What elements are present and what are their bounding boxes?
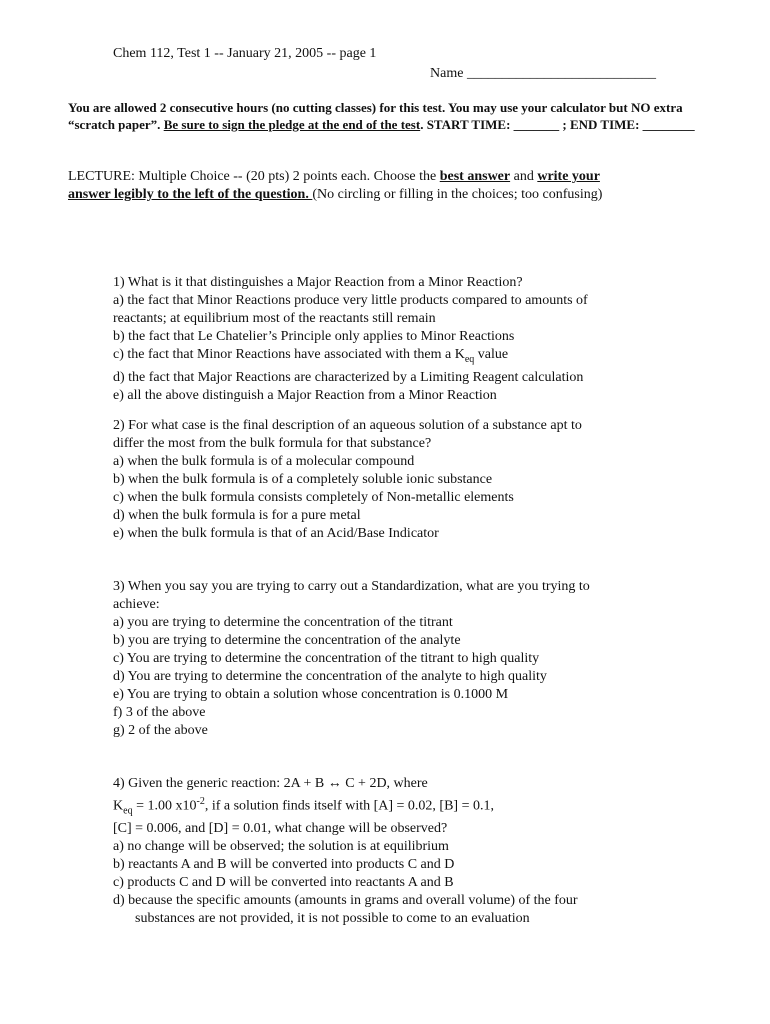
page-title: Chem 112, Test 1 -- January 21, 2005 -- page 1 <box>113 46 377 61</box>
question-3-choice-g: g) 2 of the above <box>113 723 208 738</box>
question-1 <box>113 274 673 405</box>
question-1-stem: 1) What is it that distinguishes a Major Reaction from a Minor Reaction? <box>113 275 523 290</box>
question-4-choice-c: c) products C and D will be converted into reactants A and B <box>113 875 454 891</box>
question-1-choice-c-tail: value <box>474 347 509 362</box>
question-3-choice-c: c) You are trying to determine the concentration of the titrant to high quality <box>113 651 540 666</box>
question-3 <box>113 578 673 740</box>
question-3-choice-b: b) you are trying to determine the concentration of the analyte <box>113 633 461 648</box>
question-3-stem: 3) When you say you are trying to carry out a Standardization, what are you trying to <box>113 579 590 594</box>
question-1-choice-a: a) the fact that Minor Reactions produce very little products compared to amounts of <box>113 293 588 308</box>
best-answer-emphasis: best answer <box>439 169 511 184</box>
keq-value: = 1.00 x10 <box>132 798 197 814</box>
lecture-note: (No circling or filling in the choices; too confusing) <box>312 187 603 202</box>
answer-legibly-emphasis: answer legibly to the left of the question. <box>68 187 313 202</box>
question-3-choice-d: d) You are trying to determine the concentration of the analyte to high quality <box>113 669 547 684</box>
question-4-choice-d: d) because the specific amounts (amounts in grams and overall volume) of the four <box>113 893 578 909</box>
lecture-heading <box>68 168 602 204</box>
question-3-choice-e: e) You are trying to obtain a solution whose concentration is 0.1000 M <box>113 687 509 702</box>
lecture-and: and <box>510 169 538 184</box>
lecture-intro: LECTURE: Multiple Choice -- (20 pts) 2 points each. Choose the <box>68 169 440 184</box>
question-4 <box>113 775 673 928</box>
write-your-emphasis: write your <box>537 169 600 184</box>
question-2-stem: 2) For what case is the final description of an aqueous solution of a substance apt to <box>113 418 582 433</box>
question-1-choice-c <box>113 346 673 369</box>
question-1-choice-d: d) the fact that Major Reactions are characterized by a Limiting Reagent calculation <box>113 369 584 385</box>
keq-subscript-4: eq <box>123 805 133 817</box>
keq-exponent: -2 <box>196 796 205 807</box>
keq-symbol: K <box>113 798 124 814</box>
name-label: Name <box>430 66 467 81</box>
question-2-choice-e: e) when the bulk formula is that of an Acid/Base Indicator <box>113 526 439 541</box>
lecture-line-2 <box>68 186 602 204</box>
instructions-line-2 <box>68 117 695 133</box>
question-3-choice-f: f) 3 of the above <box>113 705 206 720</box>
question-4-stem-keq <box>113 793 673 820</box>
instructions-scratch-paper: “scratch paper”. <box>68 117 164 132</box>
lecture-line-1 <box>68 168 602 186</box>
question-2-choice-c: c) when the bulk formula consists completely of Non-metallic elements <box>113 490 514 505</box>
instructions-times: . START TIME: _______ ; END TIME: ________ <box>420 117 695 132</box>
name-line[interactable] <box>430 66 656 82</box>
question-1-choice-a-cont: reactants; at equilibrium most of the reactants still remain <box>113 311 436 326</box>
keq-subscript: eq <box>464 353 475 365</box>
name-blank[interactable]: ___________________________ <box>466 66 656 81</box>
question-2-choice-b: b) when the bulk formula is of a completely soluble ionic substance <box>113 472 493 487</box>
question-4-stem-cont: [C] = 0.006, and [D] = 0.01, what change will be observed? <box>113 821 448 837</box>
question-4-choice-d-cont: substances are not provided, it is not possible to come to an evaluation <box>135 911 530 927</box>
question-1-choice-b: b) the fact that Le Chatelier’s Principle only applies to Minor Reactions <box>113 329 515 344</box>
question-3-stem-cont: achieve: <box>113 597 160 612</box>
question-4-stem: 4) Given the generic reaction: 2A + B ↔ C + 2D, where <box>113 776 428 791</box>
question-2-stem-cont: differ the most from the bulk formula for that substance? <box>113 436 432 451</box>
question-4-choice-a: a) no change will be observed; the solution is at equilibrium <box>113 839 449 855</box>
question-2 <box>113 417 673 543</box>
question-1-choice-c-text: c) the fact that Minor Reactions have associated with them a K <box>113 347 465 362</box>
question-2-choice-a: a) when the bulk formula is of a molecular compound <box>113 454 415 469</box>
question-3-choice-a: a) you are trying to determine the concentration of the titrant <box>113 615 453 630</box>
question-4-choice-b: b) reactants A and B will be converted into products C and D <box>113 857 455 873</box>
question-1-choice-e: e) all the above distinguish a Major Reaction from a Minor Reaction <box>113 387 497 403</box>
instructions-sign-pledge: Be sure to sign the pledge at the end of the test <box>163 117 421 132</box>
question-2-choice-d: d) when the bulk formula is for a pure metal <box>113 508 361 523</box>
instructions-line-1: You are allowed 2 consecutive hours (no cutting classes) for this test. You may use your calculator but NO extra <box>68 100 683 115</box>
question-4-concentrations: , if a solution finds itself with [A] = 0.02, [B] = 0.1, <box>204 798 494 814</box>
